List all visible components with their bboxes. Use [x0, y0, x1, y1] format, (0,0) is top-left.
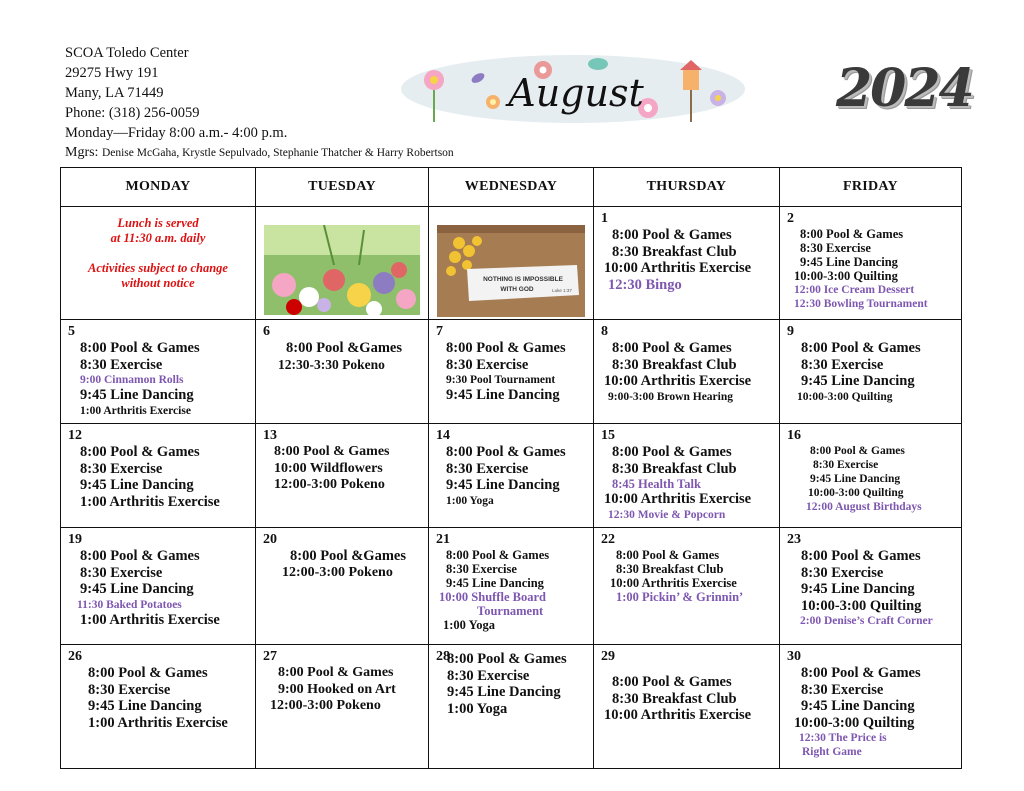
event: 9:45 Line Dancing [80, 581, 194, 597]
event: 9:45 Line Dancing [447, 684, 561, 700]
event: 8:00 Pool & Games [80, 548, 200, 564]
managers-label: Mgrs: [65, 145, 99, 160]
day-cell [594, 528, 780, 645]
event: 8:00 Pool & Games [612, 340, 732, 356]
day-cell [61, 645, 256, 769]
date-number: 28 [436, 649, 450, 664]
day-cell [429, 424, 594, 528]
event: 12:00 Ice Cream Dessert [794, 284, 915, 296]
event: 9:45 Line Dancing [80, 387, 194, 403]
event: 12:00-3:00 Pokeno [282, 564, 393, 580]
event: 8:30 Exercise [801, 681, 884, 698]
event: 10:00 Arthritis Exercise [604, 260, 752, 276]
event: 8:00 Pool & Games [612, 674, 732, 690]
event: 8:00 Pool & Games [447, 651, 567, 667]
event: 8:30 Exercise [80, 564, 163, 581]
event: 8:00 Pool & Games [446, 444, 566, 460]
event: 8:00 Pool & Games [612, 227, 732, 243]
event: 8:30 Exercise [446, 562, 517, 576]
date-number: 21 [436, 532, 450, 547]
day-cell [594, 320, 780, 424]
event: 12:00-3:00 Pokeno [270, 698, 381, 713]
day-cell [256, 528, 429, 645]
event: 8:30 Breakfast Club [612, 243, 737, 260]
event: 1:00 Pickin’ & Grinnin’ [616, 590, 744, 604]
day-cell [780, 320, 962, 424]
date-number: 5 [68, 324, 75, 339]
event: 9:45 Line Dancing [801, 373, 915, 389]
day-header-thursday: THURSDAY [594, 168, 780, 207]
week-row [61, 424, 962, 528]
event: 8:30 Breakfast Club [612, 460, 737, 477]
week-row [61, 528, 962, 645]
verse-photo-cell [429, 207, 594, 320]
event: 8:30 Exercise [800, 241, 871, 255]
day-cell [61, 528, 256, 645]
event: 1:00 Yoga [447, 700, 508, 717]
event: 11:30 Baked Potatoes [77, 598, 182, 611]
event: 8:00 Pool & Games [80, 444, 200, 460]
event: 12:30 The Price is [799, 732, 887, 744]
event: 8:30 Exercise [813, 459, 879, 471]
event: Right Game [802, 746, 862, 758]
event: Tournament [477, 604, 544, 618]
change-note-line: Activities subject to change [88, 261, 228, 275]
event: 1:00 Arthritis Exercise [80, 611, 220, 628]
hours: Monday—Friday 8:00 a.m.- 4:00 p.m. [65, 125, 288, 141]
day-cell [780, 645, 962, 769]
day-cell [256, 320, 429, 424]
flowers-photo-cell [256, 207, 429, 320]
org-name: SCOA Toledo Center [65, 45, 189, 61]
event: 8:30 Breakfast Club [612, 356, 737, 373]
event: 8:00 Pool &Games [286, 340, 402, 356]
date-number: 19 [68, 532, 82, 547]
managers-names: Denise McGaha, Krystle Sepulvado, Stephanie Thatcher & Harry Robertson [101, 147, 454, 159]
date-number: 14 [436, 428, 450, 443]
event: 9:45 Line Dancing [88, 698, 202, 714]
event: 1:00 Yoga [443, 618, 495, 632]
date-number: 15 [601, 428, 615, 443]
event: 8:00 Pool & Games [88, 665, 208, 681]
event: 9:45 Line Dancing [801, 698, 915, 714]
change-note-line: without notice [121, 276, 195, 290]
event: 8:30 Exercise [446, 460, 529, 477]
event: 10:00 Arthritis Exercise [604, 491, 752, 507]
event: 9:45 Line Dancing [446, 387, 560, 403]
event: 10:00-3:00 Quilting [794, 714, 915, 731]
lunch-note-line: Lunch is served [117, 216, 199, 230]
year-title: 2024 [836, 58, 973, 119]
center-info [65, 43, 454, 163]
event: 1:00 Yoga [446, 494, 494, 507]
event: 9:45 Line Dancing [80, 477, 194, 493]
verse-photo [437, 225, 585, 317]
event: 8:00 Pool & Games [612, 444, 732, 460]
event: 10:00 Arthritis Exercise [604, 707, 752, 723]
month-title: August [508, 71, 644, 115]
date-number: 7 [436, 324, 443, 339]
week-row [61, 207, 962, 320]
date-number: 8 [601, 324, 608, 339]
notes-cell [61, 207, 256, 320]
date-number: 30 [787, 649, 801, 664]
event: 8:30 Exercise [801, 356, 884, 373]
date-number: 2 [787, 211, 794, 226]
flowers-photo [264, 225, 420, 315]
day-cell [429, 320, 594, 424]
month-banner [398, 50, 748, 128]
date-number: 6 [263, 324, 270, 339]
event: 8:30 Breakfast Club [612, 690, 737, 707]
event: 9:45 Line Dancing [800, 255, 898, 269]
date-number: 20 [263, 532, 277, 547]
event: 8:00 Pool & Games [278, 665, 394, 680]
date-number: 12 [68, 428, 82, 443]
event: 12:30-3:30 Pokeno [278, 356, 385, 372]
week-row [61, 320, 962, 424]
managers [65, 143, 454, 163]
event: 10:00 Arthritis Exercise [610, 576, 737, 590]
day-cell [780, 528, 962, 645]
event: 8:00 Pool & Games [446, 548, 550, 562]
date-number: 1 [601, 211, 608, 226]
day-header-tuesday: TUESDAY [256, 168, 429, 207]
date-number: 22 [601, 532, 615, 547]
event: 8:00 Pool & Games [616, 548, 720, 562]
day-cell [594, 207, 780, 320]
event: 8:00 Pool & Games [446, 340, 566, 356]
event: 9:45 Line Dancing [801, 581, 915, 597]
event: 10:00 Shuffle Board [439, 590, 546, 604]
day-cell [256, 645, 429, 769]
week-row [61, 645, 962, 769]
day-header-monday: MONDAY [61, 168, 256, 207]
date-number: 13 [263, 428, 277, 443]
verse-text-2: WITH GOD [500, 286, 534, 293]
event: 9:00-3:00 Brown Hearing [608, 390, 734, 403]
event: 10:00-3:00 Quilting [794, 269, 898, 283]
lunch-note-line: at 11:30 a.m. daily [110, 231, 206, 245]
day-cell [429, 645, 594, 769]
event: 8:30 Breakfast Club [616, 562, 724, 576]
day-cell [429, 528, 594, 645]
event: 9:00 Cinnamon Rolls [80, 374, 184, 386]
event: 8:30 Exercise [446, 356, 529, 373]
day-cell [256, 424, 429, 528]
event: 9:45 Line Dancing [810, 473, 901, 485]
event: 8:00 Pool & Games [801, 665, 921, 681]
date-number: 16 [787, 428, 801, 443]
date-number: 27 [263, 649, 277, 664]
verse-ref: Luke 1:37 [552, 288, 572, 293]
event: 8:00 Pool & Games [801, 548, 921, 564]
day-cell [780, 207, 962, 320]
calendar-grid [60, 167, 962, 769]
event: 8:00 Pool & Games [810, 445, 905, 457]
lunch-note [61, 210, 255, 291]
event: 8:30 Exercise [80, 356, 163, 373]
event: 12:00 August Birthdays [806, 501, 922, 513]
address-line-1: 29275 Hwy 191 [65, 65, 159, 81]
event: 10:00-3:00 Quilting [797, 390, 893, 403]
event: 8:00 Pool & Games [800, 227, 904, 241]
date-number: 23 [787, 532, 801, 547]
day-cell [594, 424, 780, 528]
date-number: 29 [601, 649, 615, 664]
weekday-header-row [61, 168, 962, 207]
event: 8:00 Pool &Games [290, 548, 406, 564]
day-cell [61, 424, 256, 528]
event: 9:45 Line Dancing [446, 576, 544, 590]
day-header-friday: FRIDAY [780, 168, 962, 207]
event: 10:00 Wildflowers [274, 460, 383, 476]
event: 1:00 Arthritis Exercise [80, 404, 191, 417]
event: 8:30 Exercise [447, 667, 530, 684]
event: 1:00 Arthritis Exercise [80, 493, 220, 510]
event: 8:00 Pool & Games [80, 340, 200, 356]
date-number: 26 [68, 649, 82, 664]
event: 8:00 Pool & Games [801, 340, 921, 356]
phone: Phone: (318) 256-0059 [65, 105, 200, 121]
verse-text: NOTHING IS IMPOSSIBLE [483, 276, 563, 283]
event: 8:45 Health Talk [612, 477, 701, 491]
event: 12:30 Movie & Popcorn [608, 508, 726, 521]
event: 1:00 Arthritis Exercise [88, 714, 228, 731]
event: 8:00 Pool & Games [274, 444, 390, 459]
event: 9:45 Line Dancing [446, 477, 560, 493]
event: 8:30 Exercise [88, 681, 171, 698]
date-number: 9 [787, 324, 794, 339]
day-cell [594, 645, 780, 769]
day-header-wednesday: WEDNESDAY [429, 168, 594, 207]
event: 12:30 Bingo [608, 276, 682, 293]
address-line-2: Many, LA 71449 [65, 85, 164, 101]
event: 12:00-3:00 Pokeno [274, 477, 385, 492]
event: 9:30 Pool Tournament [446, 374, 556, 386]
event: 2:00 Denise’s Craft Corner [800, 615, 933, 627]
event: 9:00 Hooked on Art [278, 681, 396, 697]
event: 10:00 Arthritis Exercise [604, 373, 752, 389]
event: 8:30 Exercise [80, 460, 163, 477]
day-cell [780, 424, 962, 528]
event: 12:30 Bowling Tournament [794, 298, 928, 310]
event: 10:00-3:00 Quilting [808, 487, 904, 499]
event: 8:30 Exercise [801, 564, 884, 581]
day-cell [61, 320, 256, 424]
event: 10:00-3:00 Quilting [801, 597, 922, 614]
